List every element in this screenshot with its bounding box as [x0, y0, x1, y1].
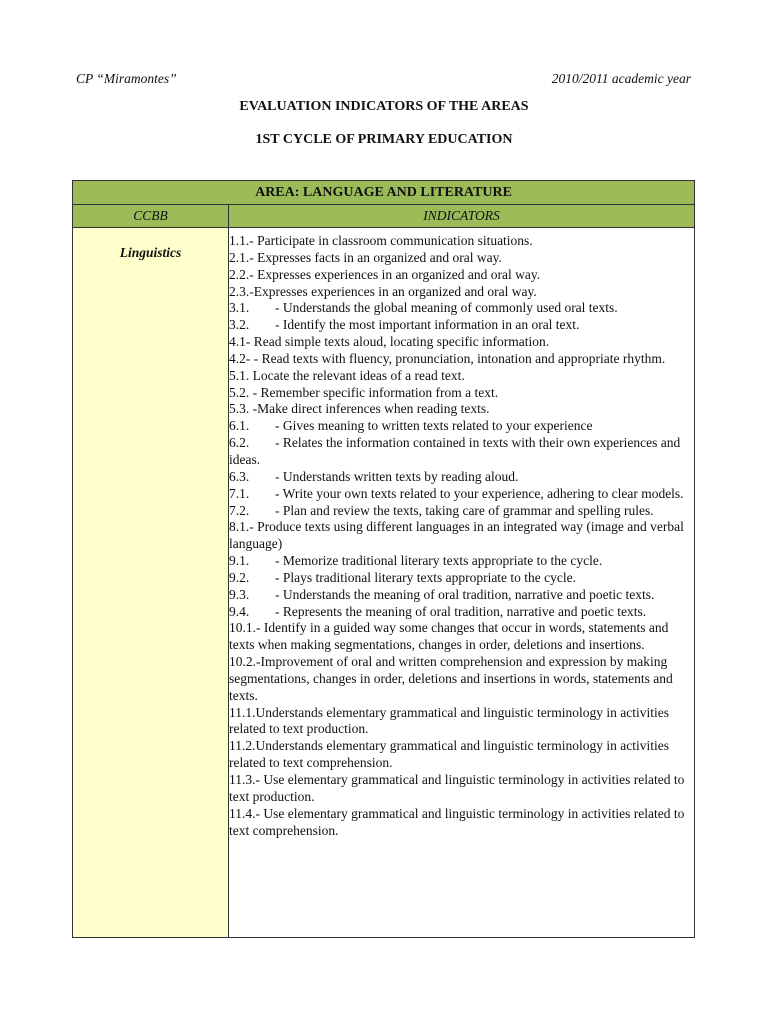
- indicator-text: 2.1.- Expresses facts in an organized and oral way.: [229, 249, 502, 265]
- page-title: EVALUATION INDICATORS OF THE AREAS: [239, 99, 529, 114]
- column-header-indicators: INDICATORS: [229, 205, 695, 228]
- indicator-number: 6.1.: [229, 418, 250, 434]
- list-item: [229, 250, 694, 267]
- list-item: [229, 317, 694, 334]
- list-item: [229, 385, 694, 402]
- list-item: [229, 368, 694, 385]
- indicator-number: 9.1.: [229, 553, 250, 569]
- list-item: [229, 284, 694, 301]
- indicator-text: 8.1.- Produce texts using different languages in an integrated way (image and verbal language): [229, 519, 684, 552]
- list-item: [229, 587, 694, 604]
- list-item: [229, 620, 694, 654]
- list-item: [229, 604, 694, 621]
- indicator-text: 2.2.- Expresses experiences in an organized and oral way.: [229, 266, 541, 282]
- indicator-text: - Understands the global meaning of commonly used oral texts.: [275, 300, 618, 316]
- indicator-number: 3.1.: [229, 300, 250, 316]
- indicators-list: [229, 228, 694, 839]
- indicators-cell: [229, 228, 695, 938]
- indicator-number: 6.2.: [229, 435, 250, 451]
- area-header-row: [73, 181, 695, 205]
- indicator-text: - Relates the information contained in texts with their own experiences and ideas.: [229, 435, 681, 467]
- list-item: [229, 233, 694, 250]
- academic-year: 2010/2011 academic year: [551, 71, 691, 86]
- list-item: [229, 519, 694, 553]
- indicator-text: 5.3. -Make direct inferences when reading texts.: [229, 401, 490, 417]
- indicator-text: 5.2. - Remember specific information from a text.: [229, 384, 499, 400]
- list-item: [229, 503, 694, 520]
- list-item: [229, 300, 694, 317]
- indicator-text: - Represents the meaning of oral tradition, narrative and poetic texts.: [275, 603, 647, 619]
- list-item: [229, 553, 694, 570]
- indicator-text: - Identify the most important information in an oral text.: [275, 317, 580, 333]
- indicator-text: 1.1.- Participate in classroom communication situations.: [229, 233, 533, 248]
- indicator-number: 7.1.: [229, 485, 250, 501]
- list-item: [229, 486, 694, 503]
- indicator-text: - Write your own texts related to your experience, adhering to clear models.: [275, 485, 684, 501]
- indicator-number: 7.2.: [229, 502, 250, 518]
- indicator-text: 2.3.-Expresses experiences in an organized and oral way.: [229, 283, 537, 299]
- list-item: [229, 351, 694, 368]
- indicator-number: 3.2.: [229, 317, 250, 333]
- indicator-number: 9.2.: [229, 569, 250, 585]
- indicators-table: [72, 180, 695, 938]
- list-item: [229, 435, 694, 469]
- page-subtitle: 1ST CYCLE OF PRIMARY EDUCATION: [255, 132, 513, 147]
- ccbb-label: Linguistics: [119, 245, 182, 260]
- indicator-text: 11.2.Understands elementary grammatical and linguistic terminology in activities related to text comprehension.: [229, 738, 670, 771]
- list-item: [229, 705, 694, 739]
- indicator-text: 5.1. Locate the relevant ideas of a read text.: [229, 367, 465, 383]
- column-header-ccbb: CCBB: [73, 205, 229, 228]
- school-name: CP “Miramontes”: [76, 71, 177, 86]
- indicator-text: - Gives meaning to written texts related to your experience: [275, 418, 593, 434]
- list-item: [229, 334, 694, 351]
- indicator-text: - Plays traditional literary texts appropriate to the cycle.: [275, 569, 577, 585]
- indicator-text: 11.3.- Use elementary grammatical and linguistic terminology in activities related to text production.: [229, 772, 685, 804]
- indicator-text: 10.2.-Improvement of oral and written comprehension and expression by making segmentations, changes in order, deletions and insertions in words, statements and texts.: [229, 654, 673, 703]
- indicator-text: - Understands written texts by reading aloud.: [275, 468, 519, 484]
- list-item: [229, 738, 694, 772]
- indicator-text: 10.1.- Identify in a guided way some changes that occur in words, statements and texts when making segmentations, changes in order, deletions and insertions.: [229, 620, 669, 653]
- indicator-text: 11.1.Understands elementary grammatical and linguistic terminology in activities related to text production.: [229, 704, 670, 737]
- indicator-number: 9.3.: [229, 586, 250, 602]
- ccbb-cell: [73, 228, 229, 938]
- list-item: [229, 401, 694, 418]
- list-item: [229, 570, 694, 587]
- list-item: [229, 654, 694, 705]
- indicator-text: 4.1- Read simple texts aloud, locating specific information.: [229, 334, 550, 350]
- table-row: [73, 228, 695, 938]
- indicator-number: 6.3.: [229, 468, 250, 484]
- indicator-text: - Understands the meaning of oral tradition, narrative and poetic texts.: [275, 586, 655, 602]
- indicator-number: 9.4.: [229, 603, 250, 619]
- column-header-row: [73, 205, 695, 228]
- indicator-text: 4.2- - Read texts with fluency, pronunciation, intonation and appropriate rhythm.: [229, 350, 666, 366]
- indicator-text: - Memorize traditional literary texts appropriate to the cycle.: [275, 553, 603, 569]
- list-item: [229, 469, 694, 486]
- list-item: [229, 267, 694, 284]
- indicator-text: 11.4.- Use elementary grammatical and linguistic terminology in activities related to text comprehension.: [229, 805, 685, 838]
- indicator-text: - Plan and review the texts, taking care of grammar and spelling rules.: [275, 502, 654, 518]
- list-item: [229, 418, 694, 435]
- list-item: [229, 772, 694, 806]
- area-title: AREA: LANGUAGE AND LITERATURE: [73, 181, 695, 205]
- list-item: [229, 806, 694, 840]
